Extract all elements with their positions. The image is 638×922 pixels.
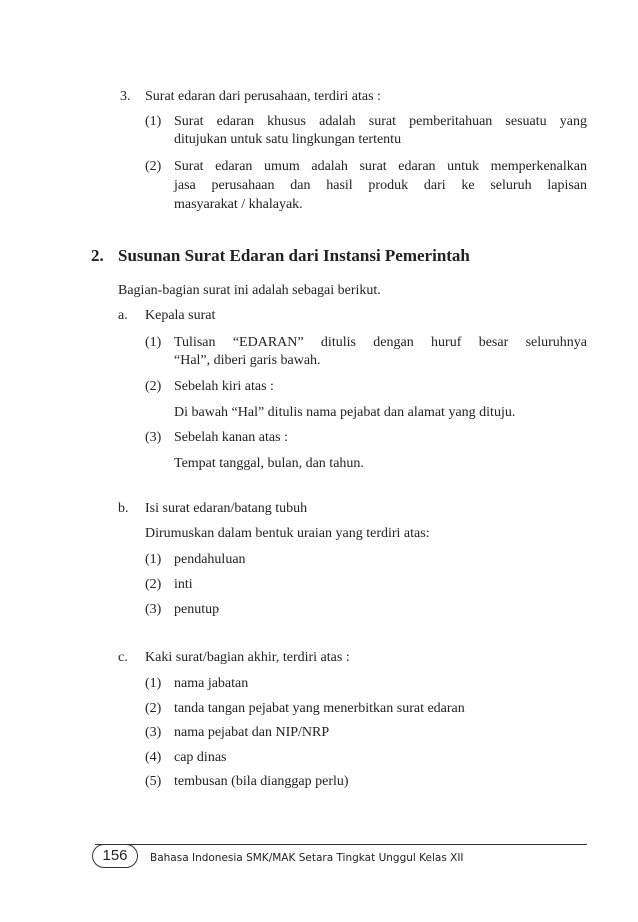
part-a-2-number: (2) <box>145 379 162 394</box>
part-c-2-number: (2) <box>145 701 162 716</box>
item-3-2-line2: jasa perusahaan dan hasil produk dari ke seluruh lapisan <box>174 178 587 193</box>
part-c-4-number: (4) <box>145 750 162 765</box>
item-3-2-line1: Surat edaran umum adalah surat edaran untuk memperkenalkan <box>174 159 587 174</box>
part-c-1-number: (1) <box>145 676 162 691</box>
part-c-letter: c. <box>118 650 128 665</box>
item-3-2-line3: masyarakat / khalayak. <box>174 197 303 212</box>
page-number: 156 <box>92 844 138 868</box>
section-2-title: Susunan Surat Edaran dari Instansi Pemerintah <box>118 246 470 265</box>
item-3-2-number: (2) <box>145 159 162 174</box>
part-b-description: Dirumuskan dalam bentuk uraian yang terdiri atas: <box>145 526 430 541</box>
footer-book-title: Bahasa Indonesia SMK/MAK Setara Tingkat Unggul Kelas XII <box>150 852 464 864</box>
part-a-2-line1: Sebelah kiri atas : <box>174 379 274 394</box>
section-2-intro: Bagian-bagian surat ini adalah sebagai berikut. <box>118 283 381 298</box>
part-a-3-line1: Sebelah kanan atas : <box>174 430 288 445</box>
section-2-number: 2. <box>91 246 104 265</box>
part-b-letter: b. <box>118 501 129 516</box>
part-c-1-text: nama jabatan <box>174 676 249 691</box>
part-a-3-line2: Tempat tanggal, bulan, dan tahun. <box>174 456 364 471</box>
part-c-5-number: (5) <box>145 774 162 789</box>
part-c-3-text: nama pejabat dan NIP/NRP <box>174 725 330 740</box>
part-b-3-number: (3) <box>145 602 162 617</box>
part-c-title: Kaki surat/bagian akhir, terdiri atas : <box>145 650 350 665</box>
part-b-1-text: pendahuluan <box>174 552 246 567</box>
part-b-title: Isi surat edaran/batang tubuh <box>145 501 308 516</box>
part-a-1-line1: Tulisan “EDARAN” ditulis dengan huruf besar seluruhnya <box>174 335 587 350</box>
part-c-2-text: tanda tangan pejabat yang menerbitkan surat edaran <box>174 701 465 716</box>
part-a-3-number: (3) <box>145 430 162 445</box>
item-3-number: 3. <box>120 89 131 104</box>
item-3-1-number: (1) <box>145 114 162 129</box>
part-a-letter: a. <box>118 308 128 323</box>
part-b-2-number: (2) <box>145 577 162 592</box>
footer-rule <box>95 844 587 845</box>
part-b-1-number: (1) <box>145 552 162 567</box>
part-a-2-line2: Di bawah “Hal” ditulis nama pejabat dan alamat yang dituju. <box>174 405 516 420</box>
part-b-2-text: inti <box>174 577 193 592</box>
part-a-1-line2: “Hal”, diberi garis bawah. <box>174 353 321 368</box>
part-c-3-number: (3) <box>145 725 162 740</box>
part-b-3-text: penutup <box>174 602 220 617</box>
item-3-1-line2: ditujukan untuk satu lingkungan tertentu <box>174 132 402 147</box>
part-a-1-number: (1) <box>145 335 162 350</box>
part-a-title: Kepala surat <box>145 308 216 323</box>
item-3-text: Surat edaran dari perusahaan, terdiri atas : <box>145 89 381 104</box>
item-3-1-line1: Surat edaran khusus adalah surat pemberitahuan sesuatu yang <box>174 114 587 129</box>
part-c-5-text: tembusan (bila dianggap perlu) <box>174 774 349 789</box>
part-c-4-text: cap dinas <box>174 750 227 765</box>
